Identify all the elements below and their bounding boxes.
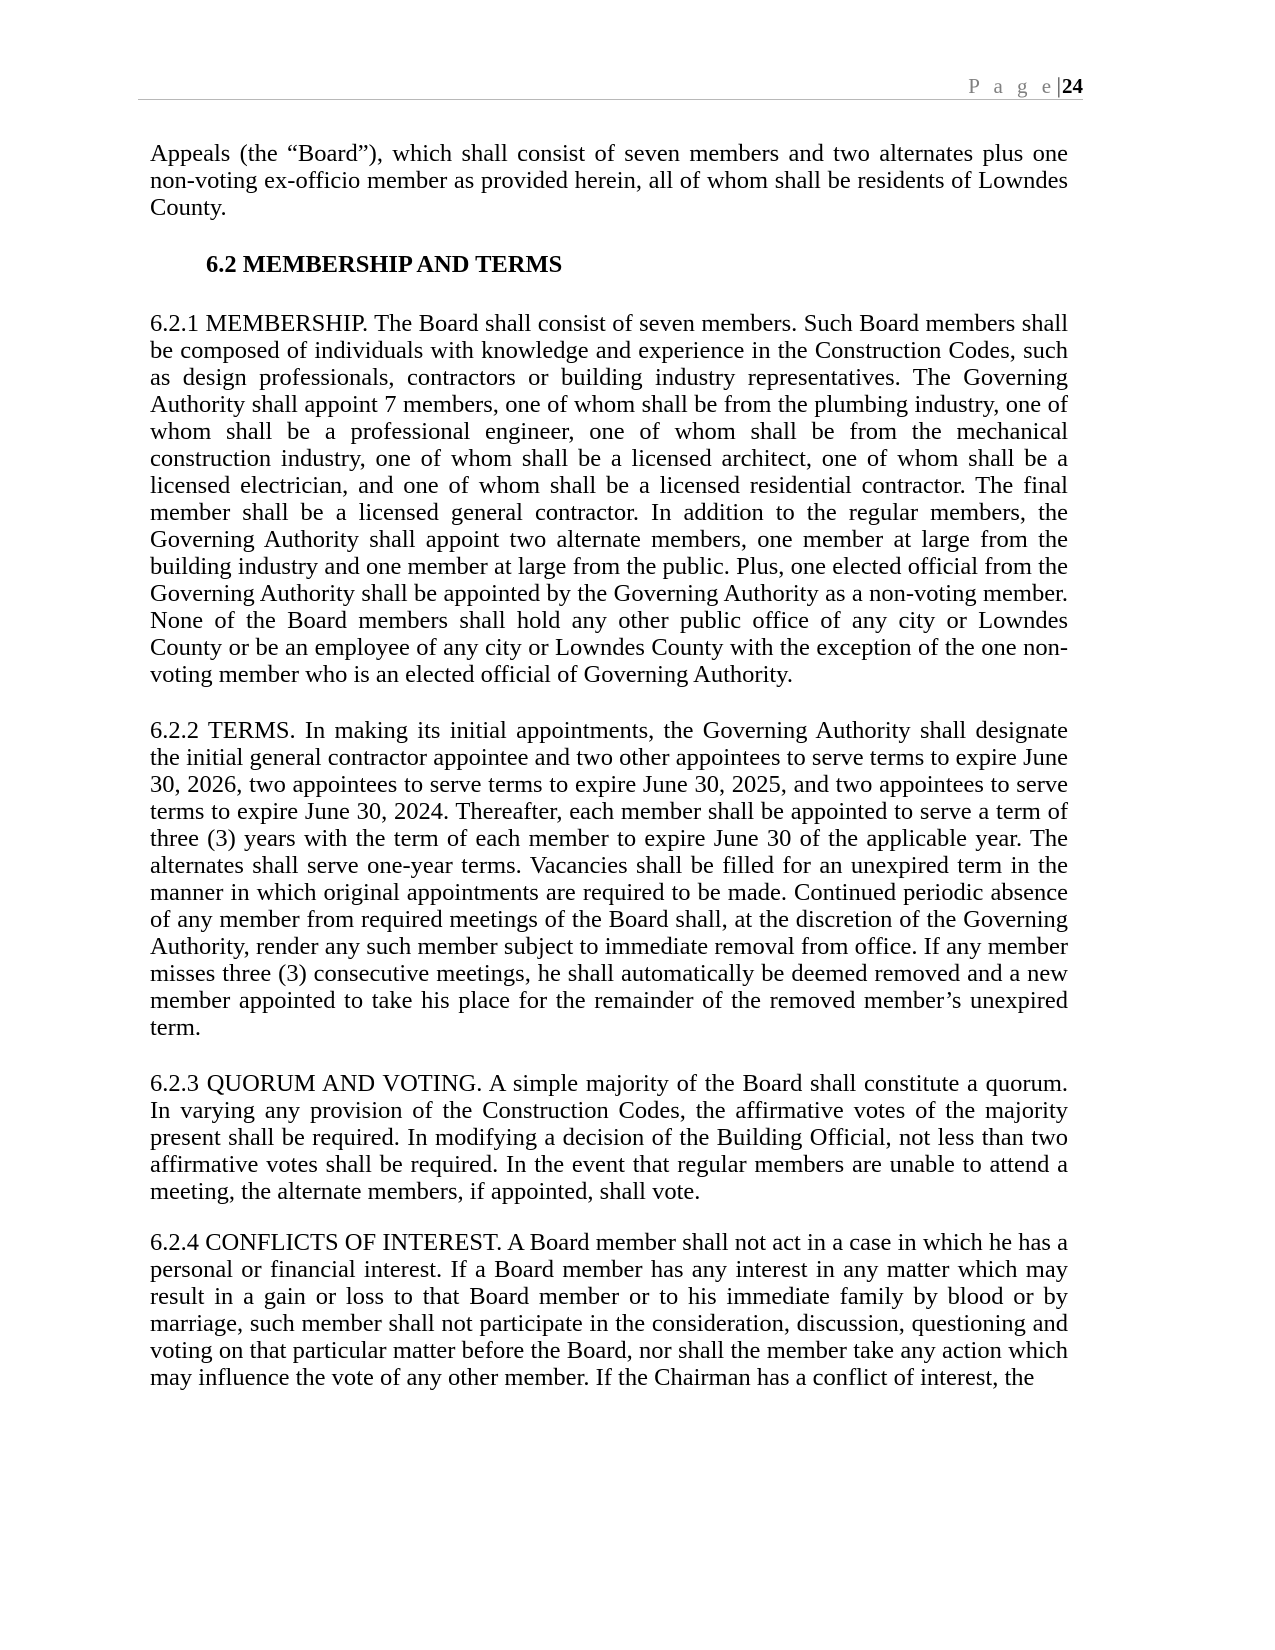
header-separator: | xyxy=(1056,73,1061,98)
paragraph-6-2-4-conflicts-of-interest: 6.2.4 CONFLICTS OF INTEREST. A Board member shall not act in a case in which he has a personal or financial interest. If a Board member has any interest in any matter which may result in a gain or loss to that Board member or to his immediate family by blood or by marriage, such member shall not participate in the consideration, discussion, questioning and voting on that particular matter before the Board, nor shall the member take any action which may influence the vote of any other member. If the Chairman has a conflict of interest, the xyxy=(150,1229,1068,1391)
paragraph-6-2-3-quorum-and-voting: 6.2.3 QUORUM AND VOTING. A simple majority of the Board shall constitute a quorum. In varying any provision of the Construction Codes, the affirmative votes of the majority present shall be required. In modifying a decision of the Building Official, not less than two affirmative votes shall be required. In the event that regular members are unable to attend a meeting, the alternate members, if appointed, shall vote. xyxy=(150,1070,1068,1205)
paragraph-6-2-2-terms: 6.2.2 TERMS. In making its initial appointments, the Governing Authority shall designate the initial general contractor appointee and two other appointees to serve terms to expire June 30, 2026, two appointees to serve terms to expire June 30, 2025, and two appointees to serve terms to expire June 30, 2024. Thereafter, each member shall be appointed to serve a term of three (3) years with the term of each member to expire June 30 of the applicable year. The alternates shall serve one-year terms. Vacancies shall be filled for an unexpired term in the manner in which original appointments are required to be made. Continued periodic absence of any member from required meetings of the Board shall, at the discretion of the Governing Authority, render any such member subject to immediate removal from office. If any member misses three (3) consecutive meetings, he shall automatically be deemed removed and a new member appointed to take his place for the remainder of the removed member’s unexpired term. xyxy=(150,717,1068,1041)
page-content xyxy=(150,140,1068,1391)
spacer-after-intro xyxy=(150,221,1068,251)
spacer-before-6-2-2 xyxy=(150,688,1068,717)
page-word-label: P a g e xyxy=(968,74,1056,98)
spacer-before-6-2-3 xyxy=(150,1041,1068,1070)
intro-paragraph: Appeals (the “Board”), which shall consist of seven members and two alternates plus one non-voting ex-officio member as provided herein, all of whom shall be residents of Lowndes County. xyxy=(150,140,1068,221)
header-page-label-group xyxy=(968,75,1083,97)
spacer-after-heading xyxy=(150,278,1068,310)
spacer-before-6-2-4 xyxy=(150,1205,1068,1229)
page-running-header xyxy=(138,58,1083,100)
page-number: 24 xyxy=(1062,74,1083,98)
paragraph-6-2-1-membership: 6.2.1 MEMBERSHIP. The Board shall consist of seven members. Such Board members shall be composed of individuals with knowledge and experience in the Construction Codes, such as design professionals, contractors or building industry representatives. The Governing Authority shall appoint 7 members, one of whom shall be from the plumbing industry, one of whom shall be a professional engineer, one of whom shall be from the mechanical construction industry, one of whom shall be a licensed architect, one of whom shall be a licensed electrician, and one of whom shall be a licensed residential contractor. The final member shall be a licensed general contractor. In addition to the regular members, the Governing Authority shall appoint two alternate members, one member at large from the building industry and one member at large from the public. Plus, one elected official from the Governing Authority shall be appointed by the Governing Authority as a non-voting member. None of the Board members shall hold any other public office of any city or Lowndes County or be an employee of any city or Lowndes County with the exception of the one non-voting member who is an elected official of Governing Authority. xyxy=(150,310,1068,688)
section-heading-6-2: 6.2 MEMBERSHIP AND TERMS xyxy=(206,251,563,278)
